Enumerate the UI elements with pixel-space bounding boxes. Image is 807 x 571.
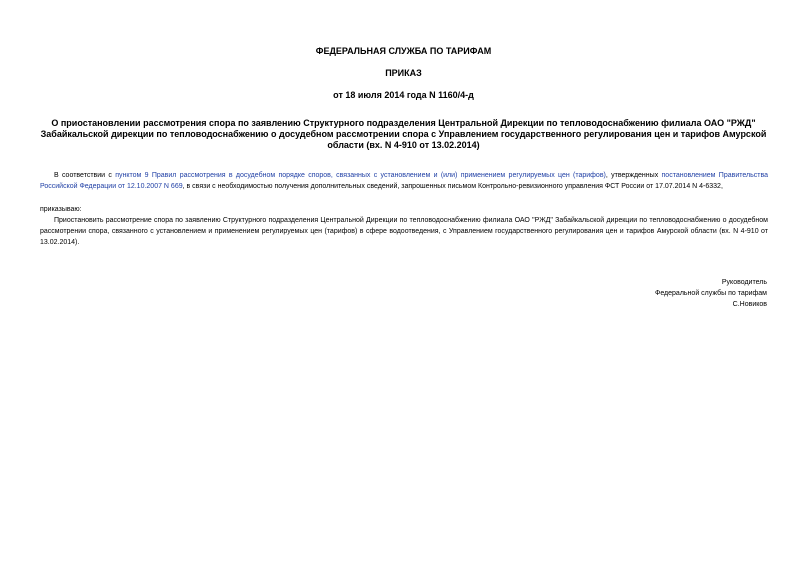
agency-name: ФЕДЕРАЛЬНАЯ СЛУЖБА ПО ТАРИФАМ (315, 46, 492, 56)
order-word: приказываю: (40, 206, 82, 213)
government-decree-link[interactable]: постановлением Правительства Российской Федерации от 12.10.2007 N 669 (40, 172, 769, 190)
basis-paragraph (40, 170, 768, 192)
basis-text-1: В соответствии с (54, 172, 116, 179)
signature-position: Руководитель (721, 279, 767, 286)
document-date-number: от 18 июля 2014 года N 1160/4-д (333, 90, 474, 100)
signature-organization: Федеральной службы по тарифам (655, 290, 767, 297)
document-title: О приостановлении рассмотрения спора по заявлению Структурного подразделения Центральной Дирекции по тепловодоснабжению филиала ОАО "РЖД" Забайкальской дирекции по тепловодоснабжению о досудебном рассмотрении спора с Управлением государственного регулирования цен и тарифов Амурской области (вх. N 4-910 от 13.02.2014) (40, 118, 767, 150)
document-type: ПРИКАЗ (385, 68, 422, 78)
basis-text-2: , утвержденных (605, 172, 662, 179)
basis-text-3: , в связи с необходимостью получения дополнительных сведений, запрошенных письмом Контрольно-ревизионного управления ФСТ России от 17.07.2014 N 4-6332, (182, 183, 723, 190)
rules-point-9-link[interactable]: пунктом 9 Правил рассмотрения в досудебном порядке споров, связанных с установлением и (или) применением регулируемых цен (тарифов) (115, 172, 606, 179)
decision-paragraph: Приостановить рассмотрение спора по заявлению Структурного подразделения Центральной Дирекции по тепловодоснабжению филиала ОАО "РЖД" Забайкальской дирекции по тепловодоснабжению о досудебном рассмотрении спора, связанного с установлением и применением регулируемых цен (тарифов) в сфере водоотведения, с Управлением государственного регулирования цен и тарифов Амурской области (вх. N 4-910 от 13.02.2014). (40, 217, 768, 246)
signature-block (655, 277, 767, 310)
signature-name: С.Новиков (732, 301, 767, 308)
